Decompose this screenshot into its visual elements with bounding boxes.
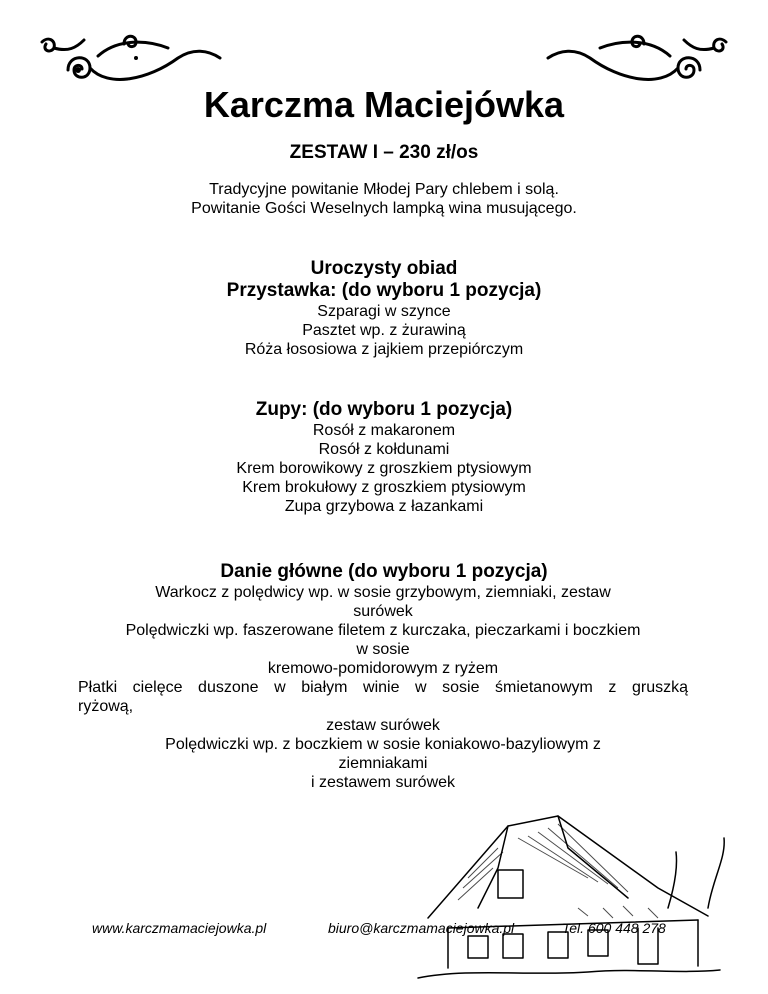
footer-email[interactable]: biuro@karczmamaciejowka.pl (328, 920, 515, 936)
menu-line: Warkocz z polędwicy wp. w sosie grzybowym, ziemniaki, zestaw (155, 584, 611, 601)
menu-line: zestaw surówek (326, 717, 440, 734)
menu-line: Polędwiczki wp. faszerowane filetem z kurczaka, pieczarkami i boczkiem (125, 622, 641, 639)
menu-item: Szparagi w szynce (317, 303, 451, 320)
menu-line: i zestawem surówek (310, 774, 456, 791)
menu-item: Zupa grzybowa z łazankami (284, 498, 484, 515)
footer-phone: Tel. 600 448 278 (562, 920, 666, 936)
menu-line: ryżową, (78, 698, 134, 715)
menu-line: Polędwiczki wp. z boczkiem w sosie koniakowo-bazyliowym z (165, 736, 601, 753)
set-title: ZESTAW I – 230 zł/os (289, 142, 479, 163)
menu-line: kremowo-pomidorowym z ryżem (267, 660, 499, 677)
zupy-title: Zupy: (do wyboru 1 pozycja) (255, 399, 513, 420)
menu-item: Krem brokułowy z groszkiem ptysiowym (242, 479, 526, 496)
menu-line: Płatki cielęce duszone w białym winie w sosie śmietanowym z gruszką (78, 679, 688, 696)
menu-item: Rosół z makaronem (312, 422, 456, 439)
menu-line: surówek (353, 603, 413, 620)
menu-item: Krem borowikowy z groszkiem ptysiowym (236, 460, 532, 477)
danie-title: Danie główne (do wyboru 1 pozycja) (220, 561, 548, 582)
obiad-title: Uroczysty obiad (310, 258, 458, 279)
obiad-section (0, 258, 768, 359)
menu-item: Rosół z kołdunami (318, 441, 450, 458)
intro-line: Powitanie Gości Weselnych lampką wina musującego. (191, 200, 577, 217)
menu-line: ziemniakami (338, 755, 428, 772)
footer-website[interactable]: www.karczmamaciejowka.pl (92, 920, 267, 936)
obiad-subtitle: Przystawka: (do wyboru 1 pozycja) (226, 280, 542, 301)
menu-item: Róża łososiowa z jajkiem przepiórczym (244, 341, 524, 358)
menu-item: Pasztet wp. z żurawiną (302, 322, 466, 339)
house-sketch-icon (408, 808, 728, 988)
zupy-section (0, 399, 768, 516)
menu-line: w sosie (356, 641, 410, 658)
intro-block (0, 180, 768, 218)
page-title: Karczma Maciejówka (203, 84, 565, 125)
intro-line: Tradycyjne powitanie Młodej Pary chlebem i solą. (209, 181, 559, 198)
danie-section (78, 583, 688, 792)
